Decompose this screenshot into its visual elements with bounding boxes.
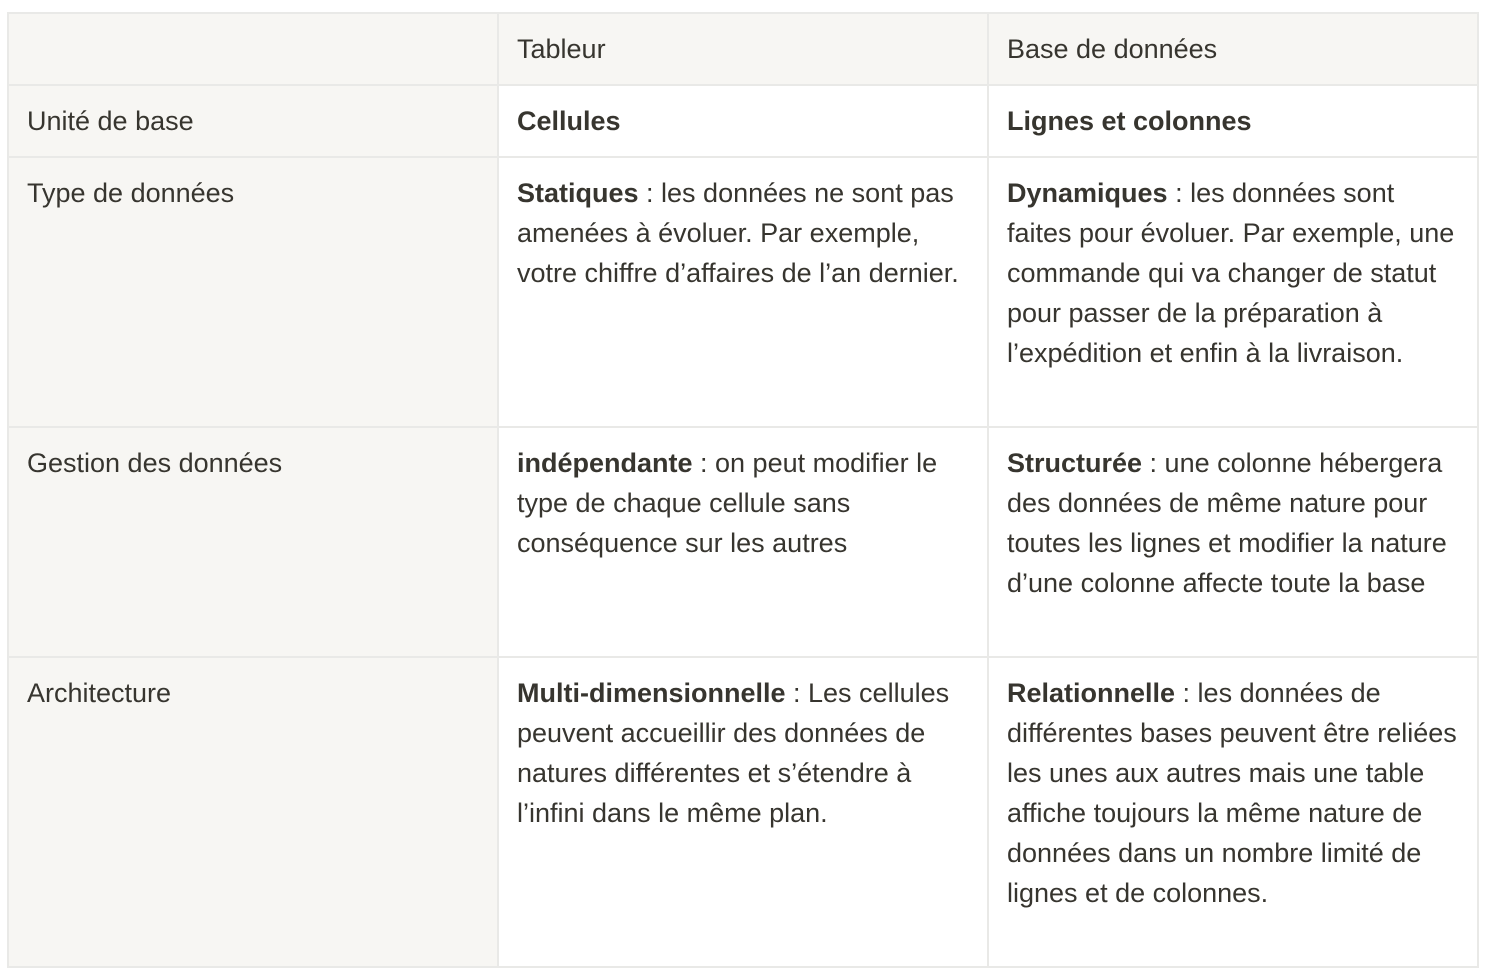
bdd-bold-text: Structurée	[1007, 448, 1143, 478]
tableur-cell[interactable]	[498, 157, 988, 427]
bdd-cell[interactable]	[988, 157, 1478, 427]
bdd-bold-text: Dynamiques	[1007, 178, 1168, 208]
bdd-cell[interactable]	[988, 85, 1478, 157]
tableur-bold-text: Statiques	[517, 178, 639, 208]
header-cell-base-de-donnees[interactable]	[988, 13, 1478, 85]
header-cell-tableur[interactable]	[498, 13, 988, 85]
comparison-table-container	[7, 12, 1477, 968]
tableur-text: : les données ne sont pas amenées à évoluer. Par exemple, votre chiffre d’affaires de l’an dernier.	[517, 178, 959, 288]
table-row	[8, 657, 1478, 967]
comparison-table	[7, 12, 1479, 968]
row-label-cell[interactable]	[8, 157, 498, 427]
row-label-cell[interactable]	[8, 85, 498, 157]
tableur-cell[interactable]	[498, 85, 988, 157]
tableur-bold-text: Cellules	[517, 106, 621, 136]
row-label: Gestion des données	[27, 448, 283, 478]
tableur-text: : Les cellules peuvent accueillir des données de natures différentes et s’étendre à l’infini dans le même plan.	[517, 678, 950, 828]
tableur-bold-text: indépendante	[517, 448, 693, 478]
tableur-cell[interactable]	[498, 657, 988, 967]
tableur-bold-text: Multi-dimensionnelle	[517, 678, 786, 708]
bdd-cell[interactable]	[988, 657, 1478, 967]
table-header-row	[8, 13, 1478, 85]
header-bdd-label: Base de données	[1007, 34, 1218, 64]
header-cell-empty[interactable]	[8, 13, 498, 85]
table-row	[8, 157, 1478, 427]
bdd-text: : les données de différentes bases peuvent être reliées les unes aux autres mais une table affiche toujours la même nature de données dans un nombre limité de lignes et de colonnes.	[1007, 678, 1457, 908]
row-label-cell[interactable]	[8, 657, 498, 967]
header-tableur-label: Tableur	[517, 34, 606, 64]
table-row	[8, 85, 1478, 157]
bdd-bold-text: Lignes et colonnes	[1007, 106, 1252, 136]
table-row	[8, 427, 1478, 657]
row-label-cell[interactable]	[8, 427, 498, 657]
row-label: Architecture	[27, 678, 172, 708]
bdd-cell[interactable]	[988, 427, 1478, 657]
tableur-text: : on peut modifier le type de chaque cellule sans conséquence sur les autres	[517, 448, 938, 558]
tableur-cell[interactable]	[498, 427, 988, 657]
bdd-bold-text: Relationnelle	[1007, 678, 1176, 708]
row-label: Unité de base	[27, 106, 194, 136]
bdd-text: : une colonne hébergera des données de même nature pour toutes les lignes et modifier la nature d’une colonne affecte toute la base	[1007, 448, 1447, 598]
bdd-text: : les données sont faites pour évoluer. Par exemple, une commande qui va changer de statut pour passer de la préparation à l’expédition et enfin à la livraison.	[1007, 178, 1455, 368]
row-label: Type de données	[27, 178, 235, 208]
